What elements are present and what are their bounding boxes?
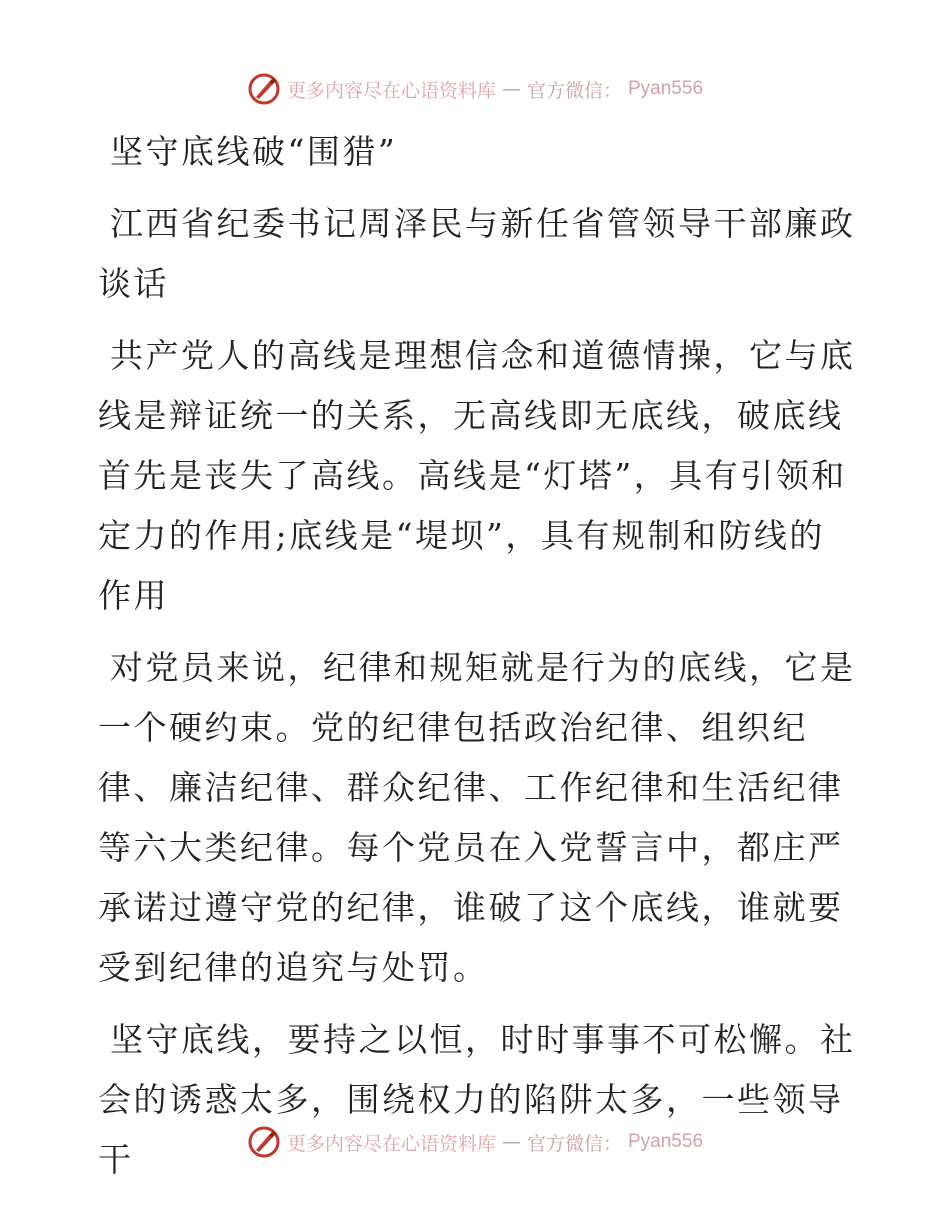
watermark-wechat-id: Pyan556 — [628, 78, 704, 99]
watermark-main-text: 更多内容尽在心语资料库 — [286, 79, 496, 102]
document-title: 坚守底线破“围猎” — [110, 132, 398, 171]
watermark-header — [0, 72, 950, 106]
watermark-dash: — — [501, 1131, 521, 1153]
watermark-dash: — — [501, 78, 521, 100]
paragraph-2: 对党员来说，纪律和规矩就是行为的底线，它是一个硬约束。党的纪律包括政治纪律、组织纪律、廉洁纪律、群众纪律、工作纪律和生活纪律等六大类纪律。每个党员在入党誓言中，都庄严承诺过遵守党的纪律，谁破了这个底线，谁就要受到纪律的追究与处罚。 — [98, 648, 856, 987]
document-body — [98, 122, 858, 1202]
watermark-wechat-id: Pyan556 — [628, 1131, 704, 1152]
pen-logo-icon — [247, 1125, 281, 1159]
watermark-main-text: 更多内容尽在心语资料库 — [286, 1132, 496, 1155]
document-subtitle: 江西省纪委书记周泽民与新任省管领导干部廉政谈话 — [98, 204, 856, 303]
watermark-wechat-label: 官方微信： — [526, 79, 622, 102]
paragraph-1: 共产党人的高线是理想信念和道德情操，它与底线是辩证统一的关系，无高线即无底线，破底线首先是丧失了高线。高线是“灯塔”，具有引领和定力的作用;底线是“堤坝”，具有规制和防线的作用 — [98, 336, 856, 615]
watermark-wechat-label: 官方微信： — [526, 1132, 622, 1155]
watermark-footer — [0, 1125, 950, 1159]
pen-logo-icon — [247, 72, 281, 106]
paragraph-3: 坚守底线，要持之以恒，时时事事不可松懈。社会的诱惑太多，围绕权力的陷阱太多，一些领导干 — [98, 1020, 856, 1179]
